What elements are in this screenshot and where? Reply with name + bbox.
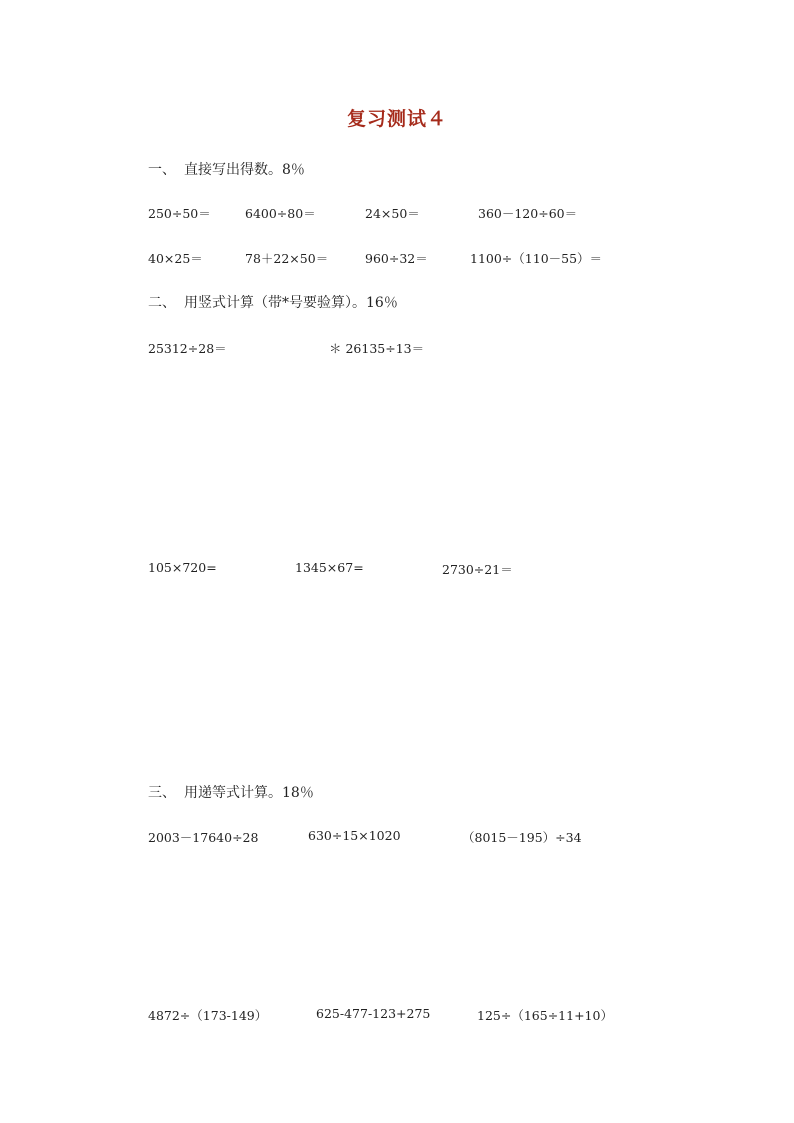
expression: 25312÷28＝	[148, 341, 227, 356]
expression: 2730÷21＝	[442, 562, 513, 577]
expression: 6400÷80＝	[245, 206, 316, 221]
expression: ＊ 26135÷13＝	[329, 341, 425, 356]
section-heading-text: 直接写出得数。8％	[184, 162, 305, 178]
expression: 960÷32＝	[365, 251, 428, 266]
expression: （8015－195）÷34	[462, 830, 582, 845]
section-heading-3	[148, 782, 314, 802]
section-number: 一、	[148, 162, 176, 178]
page-title: 复习测试４	[346, 108, 447, 130]
expression: 4872÷（173-149）	[148, 1008, 268, 1023]
expression: 630÷15×1020	[308, 828, 401, 843]
expression: 625-477-123+275	[316, 1006, 431, 1021]
expression: 250÷50＝	[148, 206, 211, 221]
section-heading-2	[148, 292, 398, 312]
expression: 105×720=	[148, 560, 217, 575]
expression: 1100÷（110－55）＝	[470, 251, 603, 266]
expression: 2003－17640÷28	[148, 830, 259, 845]
expression: 1345×67=	[295, 560, 364, 575]
expression: 125÷（165÷11+10）	[477, 1008, 613, 1023]
section-heading-text: 用竖式计算（带*号要验算）。16％	[184, 295, 398, 311]
section-heading-1	[148, 159, 305, 179]
expression: 78＋22×50＝	[245, 251, 329, 266]
expression: 24×50＝	[365, 206, 420, 221]
section-number: 三、	[148, 785, 176, 801]
section-number: 二、	[148, 295, 176, 311]
section-heading-text: 用递等式计算。18％	[184, 785, 314, 801]
expression: 40×25＝	[148, 251, 203, 266]
expression: 360－120÷60＝	[478, 206, 578, 221]
